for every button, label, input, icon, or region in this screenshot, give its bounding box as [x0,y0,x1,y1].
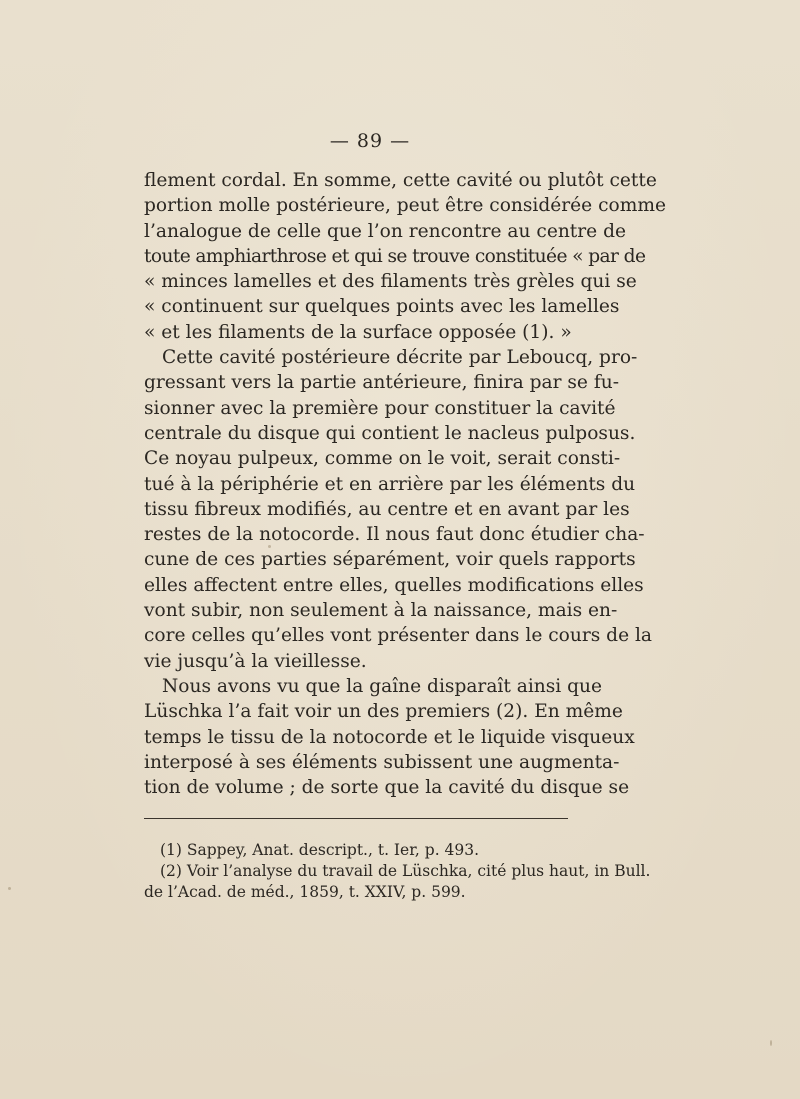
text-line: Ce noyau pulpeux, comme on le voit, serait consti- [144,448,621,470]
paper-spot [268,545,271,548]
text-line: vie jusqu’à la vieillesse. [144,650,367,672]
footnote-divider [144,818,568,819]
footnote-2-line-2: de l’Acad. de méd., 1859, t. XXIV, p. 599. [144,883,466,901]
page-number: — 89 — [329,130,411,152]
text-line: temps le tissu de la notocorde et le liquide visqueux [144,726,635,748]
text-line: toute amphiarthrose et qui se trouve constituée « par de [144,245,646,267]
paper-spot [8,887,11,890]
body-text [144,168,666,800]
text-line: sionner avec la première pour constituer la cavité [144,397,616,419]
text-line: tion de volume ; de sorte que la cavité du disque se [144,777,630,799]
text-line: core celles qu’elles vont présenter dans le cours de la [144,625,653,647]
footnote-2-line-1: (2) Voir l’analyse du travail de Lüschka, cité plus haut, in Bull. [160,862,651,880]
paper-spot [770,1040,772,1046]
text-line: tué à la périphérie et en arrière par les éléments du [144,473,636,495]
text-line: l’analogue de celle que l’on rencontre au centre de [144,220,626,242]
text-line: Lüschka l’a fait voir un des premiers (2). En même [144,701,623,723]
text-line: gressant vers la partie antérieure, finira par se fu- [144,372,619,394]
footnote-1: (1) Sappey, Anat. descript., t. Ier, p. 493. [160,841,480,859]
text-line: elles affectent entre elles, quelles modifications elles [144,574,644,596]
text-line: Cette cavité postérieure décrite par Leboucq, pro- [162,347,638,369]
footnotes [144,840,651,903]
text-line: « et les filaments de la surface opposée (1). » [144,321,572,343]
text-line: flement cordal. En somme, cette cavité ou plutôt cette [144,170,657,191]
text-line: cune de ces parties séparément, voir quels rapports [144,549,636,571]
text-line: portion molle postérieure, peut être considérée comme [144,195,666,217]
text-line: interposé à ses éléments subissent une augmenta- [144,751,620,773]
text-line: centrale du disque qui contient le nacleus pulposus. [144,422,636,444]
text-line: Nous avons vu que la gaîne disparaît ainsi que [162,675,603,697]
text-line: vont subir, non seulement à la naissance, mais en- [144,600,618,622]
text-line: « minces lamelles et des filaments très grèles qui se [144,271,637,293]
text-line: tissu fibreux modifiés, au centre et en avant par les [144,498,630,520]
text-line: restes de la notocorde. Il nous faut donc étudier cha- [144,524,645,546]
text-line: « continuent sur quelques points avec les lamelles [144,296,620,318]
